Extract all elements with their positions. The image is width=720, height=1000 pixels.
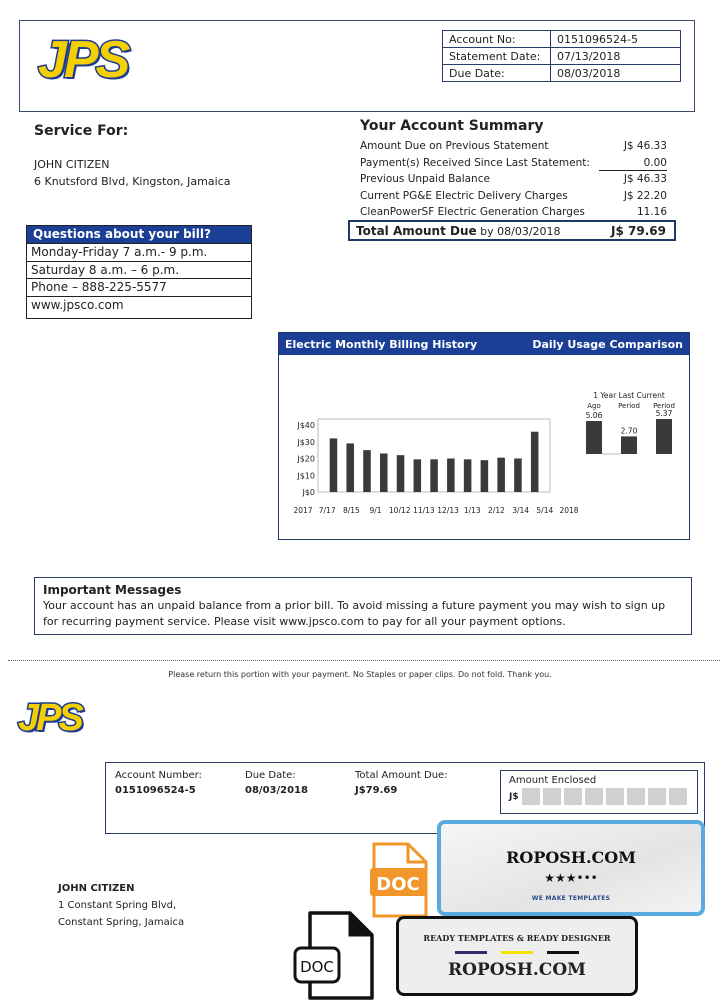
stub-account-label: Account Number:: [115, 770, 202, 781]
x-tick-label: 7/17: [318, 506, 336, 515]
stub-total-value: J$79.69: [355, 785, 398, 796]
x-tick-label: 2/12: [488, 506, 505, 515]
x-tick-label: 3/14: [512, 506, 530, 515]
doc-file-icon-black: [292, 910, 376, 1000]
jps-logo-stub: JPS: [18, 697, 81, 739]
usage-header-label: Period: [618, 402, 640, 410]
summary-amount: 11.16: [636, 206, 667, 218]
usage-header-row1: 1 Year Last Current: [593, 391, 665, 400]
history-bar: [397, 455, 405, 492]
billing-chart: [279, 355, 688, 538]
mailing-address-line1: 1 Constant Spring Blvd,: [58, 900, 177, 911]
phone-number: Phone – 888-225-5577: [27, 278, 251, 296]
history-bar: [481, 460, 489, 492]
service-address: 6 Knutsford Blvd, Kingston, Jamaica: [34, 175, 231, 188]
x-tick-label: 10/12: [388, 506, 411, 515]
usage-header-label: Period: [653, 402, 675, 410]
digit-cell[interactable]: [648, 788, 666, 805]
amount-enclosed-field[interactable]: [509, 788, 689, 805]
usage-value-label: 5.37: [655, 409, 673, 418]
chart-header: [279, 333, 689, 355]
history-bar: [497, 458, 505, 492]
roposh-tagline: WE MAKE TEMPLATES: [531, 895, 611, 902]
service-address-block: [34, 156, 230, 190]
color-bar: [455, 951, 487, 954]
customer-name: JOHN CITIZEN: [34, 158, 110, 171]
doc-label: DOC: [376, 874, 420, 895]
digit-cell[interactable]: [606, 788, 624, 805]
history-bar: [380, 453, 388, 492]
summary-label: CleanPowerSF Electric Generation Charges: [360, 206, 585, 218]
mailing-address: [58, 880, 184, 931]
usage-bar: [621, 436, 637, 454]
digit-cell[interactable]: [543, 788, 561, 805]
x-tick-label: 11/13: [413, 506, 435, 515]
history-bar: [414, 459, 422, 492]
summary-line: [360, 188, 670, 205]
roposh-banner: [396, 916, 638, 996]
summary-line: [360, 138, 670, 155]
color-bar: [501, 951, 533, 954]
summary-line: [360, 204, 670, 221]
service-for-heading: Service For:: [34, 123, 129, 139]
important-messages-box: [34, 577, 692, 635]
color-bar: [547, 951, 579, 954]
daily-usage-title: Daily Usage Comparison: [532, 337, 683, 351]
y-tick-label: J$0: [302, 488, 315, 497]
usage-value-label: 5.06: [585, 411, 603, 421]
stub-due-label: Due Date:: [245, 770, 296, 781]
total-amount: J$ 79.69: [611, 223, 666, 238]
history-bar: [363, 450, 371, 492]
digit-cell[interactable]: [669, 788, 687, 805]
account-number-value: 0151096524-5: [551, 31, 681, 48]
mailing-address-line2: Constant Spring, Jamaica: [58, 917, 185, 928]
history-bar: [430, 459, 438, 492]
usage-header-label: Ago: [587, 402, 601, 410]
account-number-row: [443, 31, 681, 48]
summary-label: Current PG&E Electric Delivery Charges: [360, 189, 568, 202]
history-bar: [330, 438, 338, 492]
roposh-title: ROPOSH.COM: [506, 848, 636, 867]
questions-heading: Questions about your bill?: [27, 226, 251, 243]
website-link[interactable]: www.jpsco.com: [27, 296, 251, 318]
usage-bar: [586, 421, 602, 454]
summary-line: [360, 171, 670, 188]
questions-box: [26, 225, 252, 319]
statement-date-row: [443, 48, 681, 65]
doc-label: DOC: [300, 958, 334, 976]
x-tick-label: 1/13: [463, 506, 481, 515]
digit-cell[interactable]: [522, 788, 540, 805]
summary-amount: J$ 22.20: [623, 189, 667, 202]
y-tick-label: J$30: [297, 437, 315, 447]
hours-weekday: Monday-Friday 7 a.m.- 9 p.m.: [27, 243, 251, 261]
statement-date-label: Statement Date:: [443, 48, 551, 65]
stub-total-label: Total Amount Due:: [355, 770, 448, 781]
doc-file-icon-orange: [370, 842, 430, 918]
stub-total: [355, 768, 448, 798]
return-note: Please return this portion with your payment. No Staples or paper clips. Do not fold. Thank you.: [168, 670, 552, 679]
billing-history-panel: [278, 332, 690, 540]
history-bar: [531, 432, 539, 492]
stub-due: [245, 768, 308, 798]
summary-amount: 0.00: [599, 155, 667, 172]
account-summary-lines: [360, 138, 670, 221]
y-tick-label: J$20: [297, 454, 315, 464]
history-bar: [514, 459, 522, 493]
hours-saturday: Saturday 8 a.m. – 6 p.m.: [27, 261, 251, 279]
due-date-row: [443, 65, 681, 82]
digit-cell[interactable]: [564, 788, 582, 805]
account-info-table: [442, 30, 681, 82]
summary-label: Amount Due on Previous Statement: [360, 140, 549, 152]
history-bar: [464, 459, 472, 492]
jps-logo: JPS: [38, 31, 128, 89]
due-date-label: Due Date:: [443, 65, 551, 82]
statement-date-value: 07/13/2018: [551, 48, 681, 65]
roposh-watermark-card: [437, 820, 705, 916]
roposh-stars: ★★★•••: [544, 871, 598, 885]
digit-cell[interactable]: [585, 788, 603, 805]
x-tick-label: 8/15: [342, 506, 360, 515]
roposh-banner-tagline: READY TEMPLATES & READY DESIGNER: [423, 933, 611, 943]
billing-history-title: Electric Monthly Billing History: [285, 337, 478, 351]
y-tick-label: J$40: [297, 421, 315, 430]
y-tick-label: J$10: [297, 471, 315, 481]
x-tick-label: 5/14: [536, 506, 554, 515]
summary-line: [360, 155, 670, 172]
summary-label: Previous Unpaid Balance: [360, 173, 490, 185]
x-tick-label: 12/13: [437, 506, 459, 515]
stub-account-value: 0151096524-5: [115, 785, 196, 796]
history-bar: [447, 459, 455, 493]
summary-label: Payment(s) Received Since Last Statement:: [360, 156, 590, 169]
account-summary-heading: Your Account Summary: [360, 118, 544, 134]
roposh-banner-title: ROPOSH.COM: [448, 960, 586, 980]
summary-amount: J$ 46.33: [623, 173, 667, 185]
x-tick-label: 2017: [293, 506, 313, 515]
amount-enclosed-box: [500, 770, 698, 814]
account-number-label: Account No:: [443, 31, 551, 48]
mailing-name: JOHN CITIZEN: [58, 883, 135, 894]
x-tick-label: 9/1: [369, 506, 382, 515]
usage-bar: [656, 419, 672, 454]
amount-enclosed-label: Amount Enclosed: [509, 775, 597, 786]
total-due-by: by 08/03/2018: [480, 224, 561, 238]
digit-cell[interactable]: [627, 788, 645, 805]
total-amount-due-box: [348, 220, 676, 241]
messages-body: Your account has an unpaid balance from a prior bill. To avoid missing a future payment you may wish to sign up for recurring payment service. Please visit www.jpsco.com to pay for all your payment options.: [43, 599, 666, 628]
summary-amount: J$ 46.33: [623, 140, 667, 152]
currency-label: J$: [509, 791, 519, 802]
tear-line: [8, 660, 720, 661]
x-tick-label: 2018: [559, 506, 579, 515]
messages-title: Important Messages: [43, 583, 182, 597]
stub-due-value: 08/03/2018: [245, 785, 308, 796]
due-date-value: 08/03/2018: [551, 65, 681, 82]
roposh-color-bars: [399, 951, 635, 954]
history-bar: [346, 443, 354, 492]
total-label: Total Amount Due: [356, 223, 477, 238]
usage-value-label: 2.70: [620, 426, 638, 436]
stub-account: [115, 768, 202, 798]
